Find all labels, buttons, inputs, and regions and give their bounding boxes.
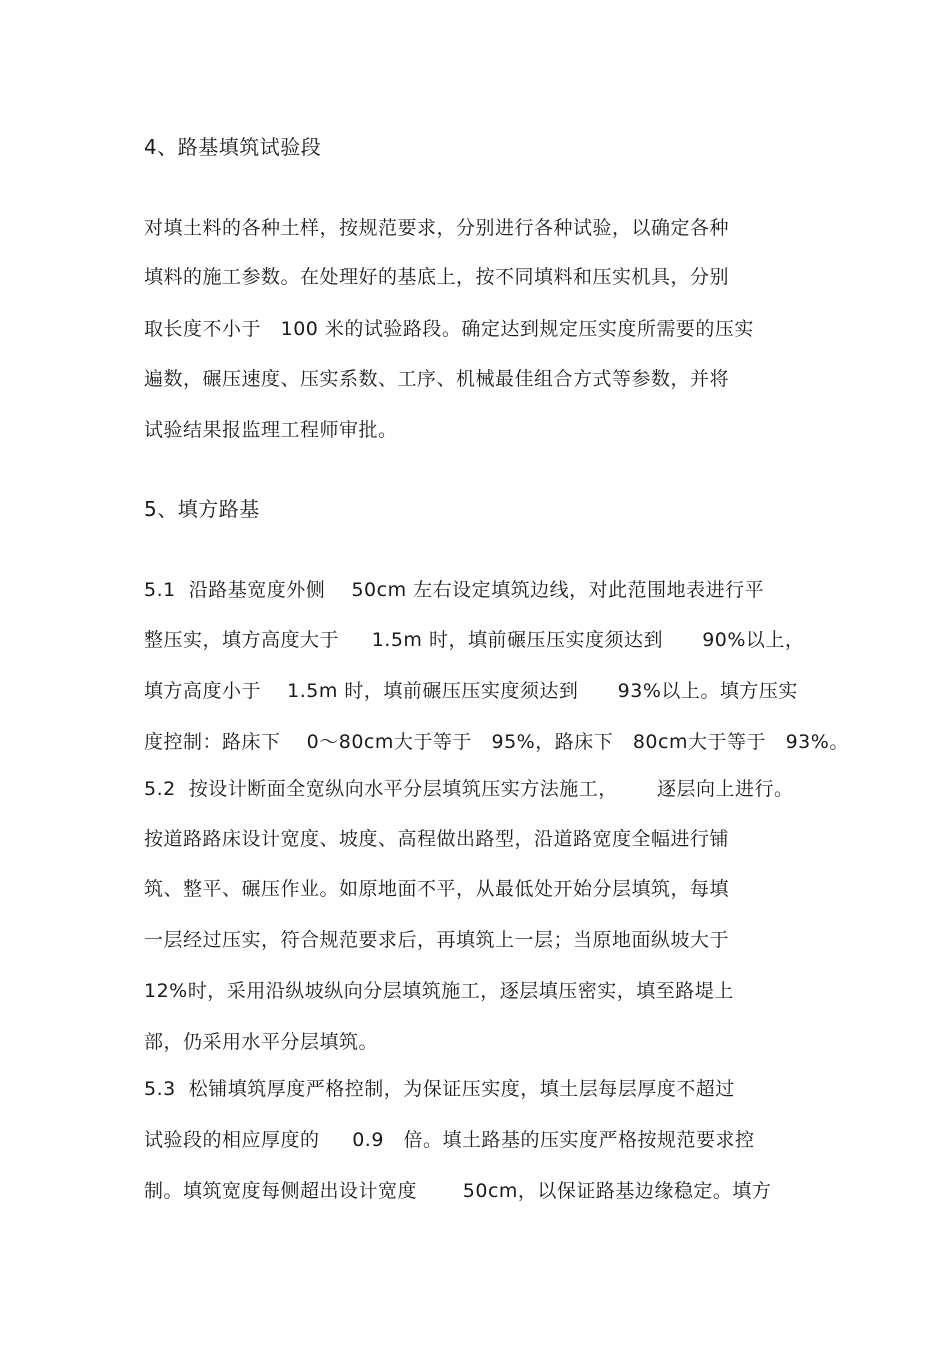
paragraph-line: 度控制：路床下 0～80cm大于等于 95%，路床下 80cm大于等于 93%。	[144, 731, 849, 753]
paragraph-line: 制。填筑宽度每侧超出设计宽度 50cm，以保证路基边缘稳定。填方	[144, 1180, 772, 1202]
paragraph-line: 筑、整平、碾压作业。如原地面不平，从最低处开始分层填筑，每填	[144, 878, 730, 900]
paragraph-line: 填料的施工参数。在处理好的基底上，按不同填料和压实机具，分别	[144, 266, 730, 288]
paragraph-line: 取长度不小于 100 米的试验路段。确定达到规定压实度所需要的压实	[144, 318, 754, 340]
paragraph-line: 12%时，采用沿纵坡纵向分层填筑施工，逐层填压密实，填至路堤上	[144, 980, 734, 1002]
paragraph-line: 遍数，碾压速度、压实系数、工序、机械最佳组合方式等参数，并将	[144, 368, 730, 390]
section-heading: 4、路基填筑试验段	[144, 135, 322, 159]
paragraph-line: 试验段的相应厚度的 0.9 倍。填土路基的压实度严格按规范要求控	[144, 1129, 755, 1151]
paragraph-line: 5.1 沿路基宽度外侧 50cm 左右设定填筑边线，对此范围地表进行平	[144, 579, 765, 601]
paragraph-line: 5.3 松铺填筑厚度严格控制，为保证压实度，填土层每层厚度不超过	[144, 1078, 735, 1100]
paragraph-line: 对填土料的各种土样，按规范要求，分别进行各种试验，以确定各种	[144, 217, 730, 239]
paragraph-line: 5.2 按设计断面全宽纵向水平分层填筑压实方法施工， 逐层向上进行。	[144, 778, 794, 800]
paragraph-line: 一层经过压实，符合规范要求后，再填筑上一层；当原地面纵坡大于	[144, 929, 730, 951]
paragraph-line: 整压实，填方高度大于 1.5m 时，填前碾压压实度须达到 90%以上，	[144, 629, 805, 651]
paragraph-line: 按道路路床设计宽度、坡度、高程做出路型，沿道路宽度全幅进行铺	[144, 828, 730, 850]
section-heading: 5、填方路基	[144, 497, 260, 521]
paragraph-line: 部，仍采用水平分层填筑。	[144, 1031, 379, 1053]
paragraph-line: 填方高度小于 1.5m 时，填前碾压压实度须达到 93%以上。填方压实	[144, 680, 798, 702]
paragraph-line: 试验结果报监理工程师审批。	[144, 419, 398, 441]
